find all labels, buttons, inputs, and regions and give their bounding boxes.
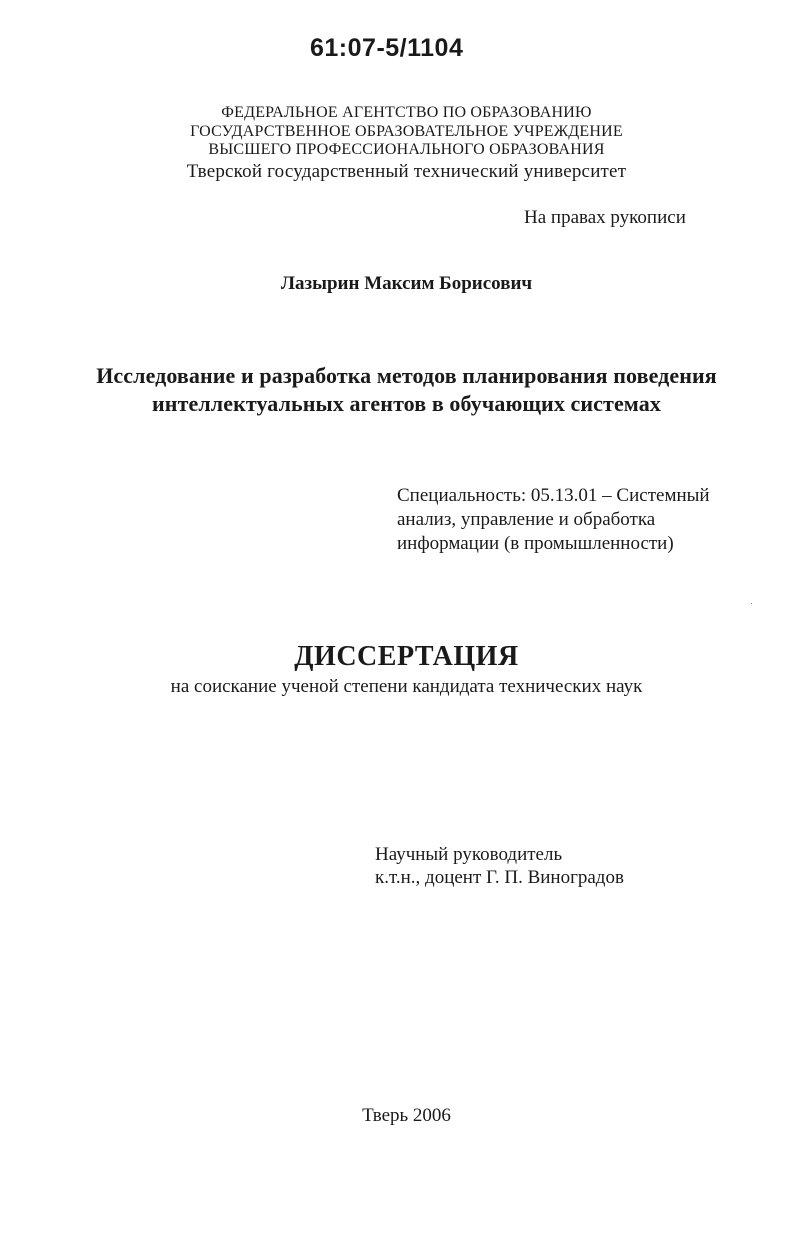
advisor-label: Научный руководитель (375, 844, 563, 865)
university-name: Тверской государственный технический университет (186, 161, 627, 182)
document-type: ДИССЕРТАЦИЯ (294, 641, 519, 672)
document-purpose: на соискание ученой степени кандидата технических наук (170, 676, 643, 697)
manuscript-note: На правах рукописи (524, 207, 686, 228)
author-name: Лазырин Максим Борисович (280, 273, 533, 294)
title-line-1: Исследование и разработка методов планирования поведения (96, 363, 717, 388)
scan-speck (751, 603, 752, 604)
specialty-line-1: Специальность: 05.13.01 – Системный (397, 485, 710, 506)
organization-line-2: ГОСУДАРСТВЕННОЕ ОБРАЗОВАТЕЛЬНОЕ УЧРЕЖДЕНИЕ (190, 123, 623, 140)
title-line-2: интеллектуальных агентов в обучающих системах (152, 391, 661, 416)
city-year: Тверь 2006 (362, 1105, 451, 1126)
specialty-line-3: информации (в промышленности) (397, 533, 674, 554)
catalog-number: 61:07-5/1104 (310, 34, 464, 62)
advisor-name: к.т.н., доцент Г. П. Виноградов (375, 867, 624, 888)
organization-line-1: ФЕДЕРАЛЬНОЕ АГЕНТСТВО ПО ОБРАЗОВАНИЮ (221, 104, 592, 121)
specialty-line-2: анализ, управление и обработка (397, 509, 656, 530)
organization-line-3: ВЫСШЕГО ПРОФЕССИОНАЛЬНОГО ОБРАЗОВАНИЯ (208, 141, 605, 158)
